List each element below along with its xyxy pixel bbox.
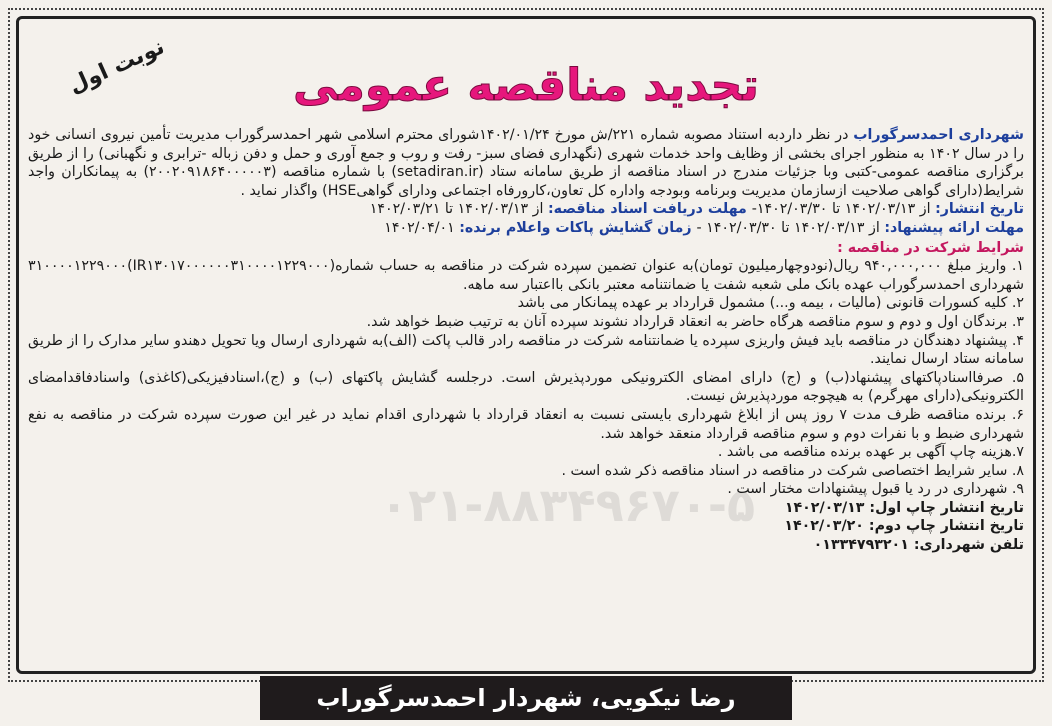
- condition-item: ۷.هزینه چاپ آگهی بر عهده برنده مناقصه می باشد .: [717, 444, 1024, 461]
- first-print-date: تاریخ انتشار چاپ اول: ۱۴۰۲/۰۳/۱۳: [784, 499, 1024, 516]
- round-badge: نوبت اول: [65, 34, 169, 99]
- condition-item: ۹. شهرداری در رد یا قبول پیشنهادات مختار است .: [727, 481, 1024, 498]
- notice-title: تجدید مناقصه عمومی: [293, 60, 759, 111]
- intro-text: در نظر داردبه استناد مصوبه شماره ۲۲۱/ش مورخ ۱۴۰۲/۰۱/۲۴شورای محترم اسلامی شهر احمدسرگوراب مدیریت تأمین نیروی انسانی خود را در سال ۱۴۰۲ به منظور اجرای بخشی از وظایف واحد خدمات شهری (نگهداری فضای سبز- رفت و روب و جمع آوری و حمل و دفن زباله -ترابری و نگهبانی) را از طریق برگزاری مناقصه عمومی-کتبی وبا جزئیات مندرج در اسناد مناقصه از طریق سامانه ستاد (setadiran.ir) با شماره مناقصه (۲۰۰۲۰۹۱۸۶۴۰۰۰۰۰۳) به پیمانکاران واجد شرایط(دارای گواهی صلاحیت ازسازمان مدیریت وبرنامه وبودجه واداره کل تعاون،کارورفاه اجتماعی ودارای گواهیHSE) واگذار نماید .: [28, 127, 1024, 199]
- opening-label: زمان گشایش پاکات واعلام برنده:: [459, 219, 697, 236]
- condition-item: ۶. برنده مناقصه ظرف مدت ۷ روز پس از ابلاغ شهرداری بایستی نسبت به انعقاد قرارداد با شهرداری اقدام نماید در غیر این صورت سپرده شرکت در مناقصه به نفع شهرداری ضبط و با نفرات دوم و سوم مناقصه قرارداد منعقد خواهد شد.: [28, 406, 1024, 442]
- mayor-signature-bar: رضا نیکویی، شهردار احمدسرگوراب: [260, 676, 792, 720]
- offer-label: مهلت ارائه پیشنهاد:: [884, 219, 1024, 236]
- offer-dates: از ۱۴۰۲/۰۳/۱۳ تا ۱۴۰۲/۰۳/۳۰ -: [696, 219, 885, 236]
- notice-body: [28, 126, 1024, 555]
- document-deadline-dates: از ۱۴۰۲/۰۳/۱۳ تا ۱۴۰۲/۰۳/۲۱: [369, 201, 548, 218]
- opening-date: ۱۴۰۲/۰۴/۰۱: [384, 219, 460, 236]
- municipality-name: شهرداری احمدسرگوراب: [853, 127, 1025, 143]
- condition-item: ۸. سایر شرایط اختصاصی شرکت در مناقصه در اسناد مناقصه ذکر شده است .: [561, 462, 1024, 479]
- condition-item: ۲. کلیه کسورات قانونی (مالیات ، بیمه و...) مشمول قرارداد بر عهده پیمانکار می باشد: [517, 295, 1024, 312]
- conditions-heading: شرایط شرکت در مناقصه :: [837, 239, 1024, 256]
- offer-line: [28, 219, 1024, 238]
- intro-paragraph: [28, 126, 1024, 200]
- second-print-date: تاریخ انتشار چاپ دوم: ۱۴۰۲/۰۳/۲۰: [784, 518, 1024, 535]
- municipality-phone: تلفن شهرداری: ۰۱۳۳۴۷۹۳۲۰۱: [813, 537, 1024, 554]
- condition-item: ۵. صرفااسنادپاکتهای پیشنهاد(ب) و (ج) دارای امضای الکترونیکی موردپذیرش است. درجلسه گشایش پاکتهای (ب) و (ج)،اسنادفیزیکی(کاغذی) واسنادفاقدامضای الکترونیکی(دارای مهرگرم) به هیچوجه موردپذیرش نیست.: [28, 369, 1024, 405]
- publish-dates: از ۱۴۰۲/۰۳/۱۳ تا ۱۴۰۲/۰۳/۳۰-: [751, 201, 936, 218]
- condition-item: ۱. واریز مبلغ ۹۴۰,۰۰۰,۰۰۰ ریال(نودوچهارمیلیون تومان)به عنوان تضمین سپرده شرکت در مناقصه به حساب شماره(IR۱۳۰۱۷۰۰۰۰۰۰۳۱۰۰۰۰۱۲۲۹۰۰۰)۳۱۰۰۰۰۱۲۲۹۰۰۰ شهرداری احمدسرگوراب عهده بانک ملی شعبه شفت یا ضمانتنامه معتبر بانکی بااعتبار سه ماهه.: [28, 258, 1024, 293]
- document-deadline-label: مهلت دریافت اسناد مناقصه:: [547, 201, 752, 218]
- condition-item: ۳. برندگان اول و دوم و سوم مناقصه هرگاه حاضر به انعقاد قرارداد نشوند سپرده آنان به ترتیب ضبط خواهد شد.: [366, 313, 1024, 330]
- condition-item: ۴. پیشنهاد دهندگان در مناقصه باید فیش واریزی سپرده یا ضمانتنامه شرکت در مناقصه رادر قالب پاکت (الف)به شهرداری ارسال ویا تحویل دهندو سایر مدارک را از طریق سامانه ستاد ارسال نمایند.: [28, 332, 1024, 368]
- publish-line: [28, 200, 1024, 219]
- watermark-phone: ۰۲۱-۸۸۳۴۹۶۷۰-۵: [380, 478, 756, 532]
- publish-label: تاریخ انتشار:: [935, 201, 1024, 218]
